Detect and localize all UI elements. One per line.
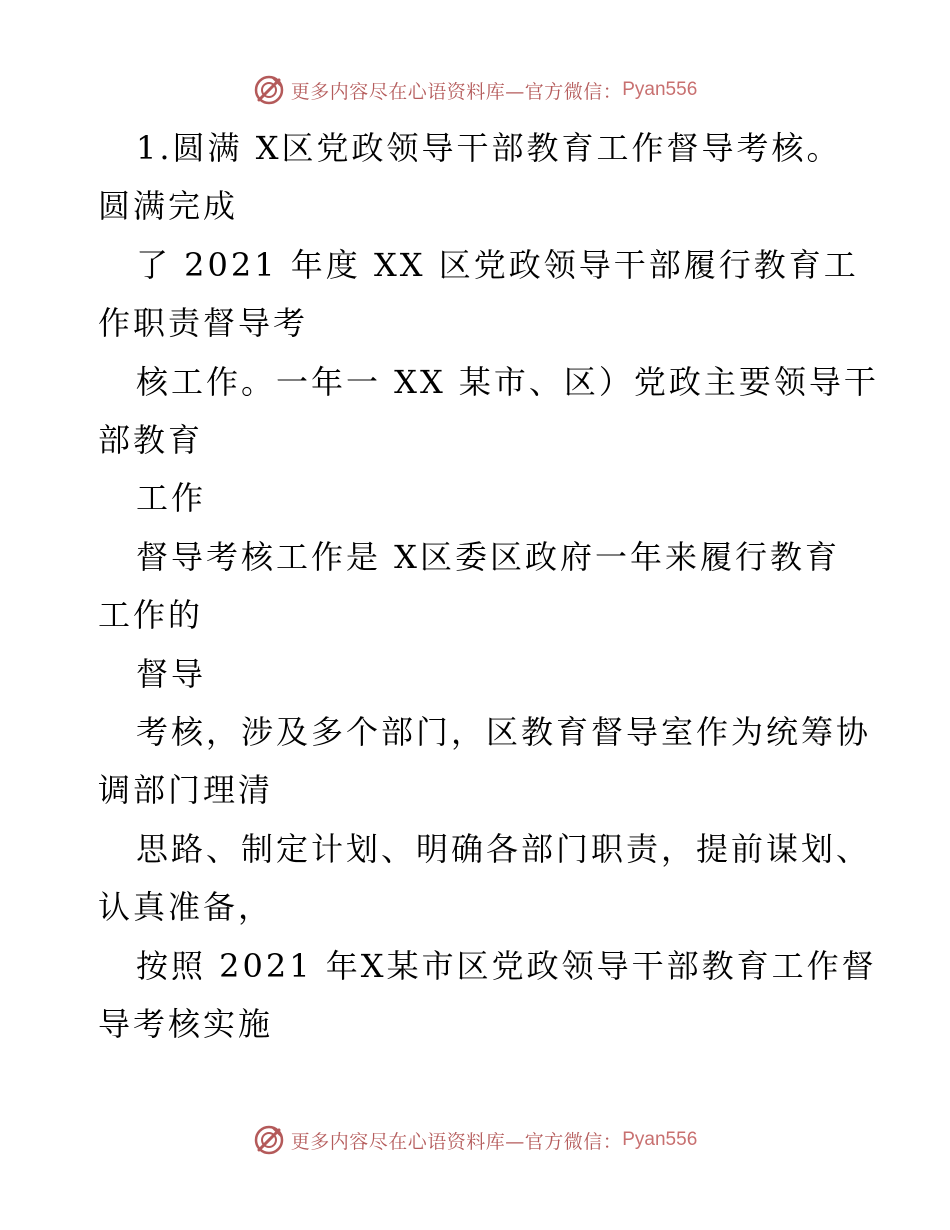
paragraph-line: 调部门理清 [98, 771, 274, 809]
banner-wechat-id: Pyan556 [622, 1129, 698, 1150]
paragraph-line: 作职责督导考 [98, 304, 309, 342]
banner-wechat-id: Pyan556 [622, 79, 698, 100]
seal-logo-icon [253, 74, 285, 106]
paragraph-line: 认真准备， [98, 888, 274, 926]
paragraph-line: 按照 2021 年X某市区党政领导干部教育工作督 [136, 947, 877, 985]
paragraph-line: 圆满完成 [98, 187, 239, 225]
paragraph-line: 考核，涉及多个部门，区教育督导室作为统筹协 [136, 713, 872, 751]
paragraph-line: 工作 [136, 479, 207, 517]
banner-text: 更多内容尽在心语资料库—官方微信： [290, 80, 623, 103]
banner-text: 更多内容尽在心语资料库—官方微信： [290, 1130, 623, 1153]
seal-logo-icon [253, 1124, 285, 1156]
paragraph-line: 1.圆满 X区党政领导干部教育工作督导考核。 [136, 129, 842, 167]
paragraph-line: 部教育 [98, 421, 204, 459]
paragraph-line: 思路、制定计划、明确各部门职责，提前谋划、 [136, 830, 872, 868]
paragraph-line: 督导 [136, 655, 207, 693]
paragraph-line: 导考核实施 [98, 1005, 274, 1043]
paragraph-line: 核工作。一年一 XX 某市、区）党政主要领导干 [136, 363, 879, 401]
paragraph-line: 了 2021 年度 XX 区党政领导干部履行教育工 [136, 246, 859, 284]
header-banner [0, 70, 950, 110]
footer-banner [0, 1120, 950, 1160]
paragraph-line: 督导考核工作是 X区委区政府一年来履行教育 [136, 538, 840, 576]
paragraph-line: 工作的 [98, 596, 204, 634]
